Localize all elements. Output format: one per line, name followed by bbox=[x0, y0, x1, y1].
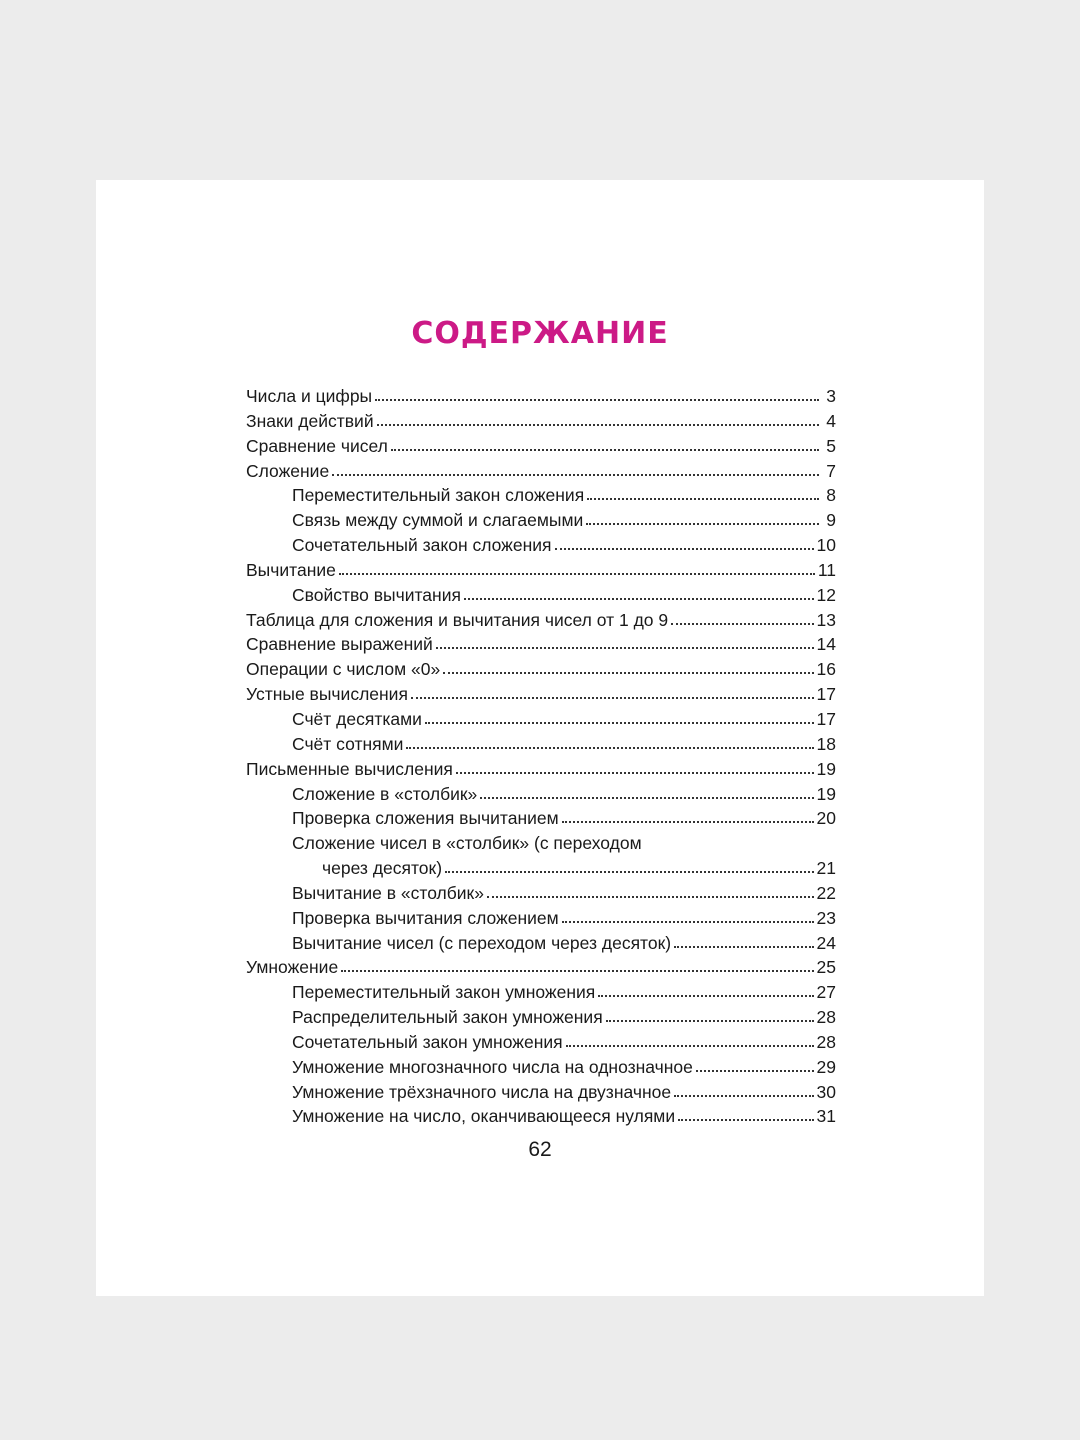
toc-entry bbox=[246, 955, 836, 980]
toc-entry-page: 25 bbox=[816, 957, 836, 978]
toc-entry bbox=[246, 608, 836, 633]
toc-entry-title: Письменные вычисления bbox=[246, 758, 453, 779]
toc-entry bbox=[246, 483, 836, 508]
toc-entry-page: 21 bbox=[816, 858, 836, 879]
toc-entry-title: Переместительный закон сложения bbox=[292, 485, 585, 506]
toc-entry-title: Умножение bbox=[246, 957, 339, 978]
toc-entry bbox=[246, 856, 836, 881]
toc-entry bbox=[246, 881, 836, 906]
dot-leader bbox=[377, 413, 819, 427]
dot-leader bbox=[566, 1034, 814, 1048]
toc-entry-page: 28 bbox=[816, 1007, 836, 1028]
toc-entry-title: Переместительный закон умножения bbox=[292, 982, 596, 1003]
toc-entry-title: Связь между суммой и слагаемыми bbox=[292, 510, 584, 531]
page-number: 62 bbox=[528, 1138, 552, 1161]
toc-entry-title: Счёт десятками bbox=[292, 708, 422, 729]
toc-entry bbox=[246, 707, 836, 732]
toc-entry-page: 29 bbox=[816, 1056, 836, 1077]
toc-entry-title: Вычитание чисел (с переходом через десяток) bbox=[292, 932, 672, 953]
dot-leader bbox=[562, 910, 814, 924]
toc-entry-title: через десяток) bbox=[322, 858, 443, 879]
toc-entry-page: 17 bbox=[816, 708, 836, 729]
dot-leader bbox=[678, 1108, 813, 1122]
toc-entry-title: Таблица для сложения и вычитания чисел от 1 до 9 bbox=[246, 609, 669, 630]
toc-entry bbox=[246, 1055, 836, 1080]
dot-leader bbox=[562, 810, 814, 824]
dot-leader bbox=[671, 612, 813, 626]
toc-entry-page: 11 bbox=[817, 559, 836, 580]
toc-entry bbox=[246, 831, 836, 856]
toc-entry-title: Числа и цифры bbox=[246, 386, 373, 406]
dot-leader bbox=[674, 935, 813, 949]
toc-entry-title: Умножение многозначного числа на однозначное bbox=[292, 1056, 693, 1077]
toc-entry-page: 18 bbox=[816, 733, 836, 754]
toc-entry bbox=[246, 1030, 836, 1055]
dot-leader bbox=[606, 1009, 814, 1023]
toc-entry-title: Распределительный закон умножения bbox=[292, 1007, 603, 1028]
toc-entry bbox=[246, 1104, 836, 1129]
toc-entry-page: 13 bbox=[816, 609, 836, 630]
toc-entry-page: 12 bbox=[816, 584, 836, 605]
toc-entry-title: Вычитание в «столбик» bbox=[292, 882, 484, 903]
dot-leader bbox=[332, 463, 819, 477]
toc-entry-page: 19 bbox=[816, 758, 836, 779]
toc-entry-page: 31 bbox=[816, 1106, 836, 1127]
toc-entry bbox=[246, 1005, 836, 1030]
dot-leader bbox=[587, 487, 819, 501]
toc-entry bbox=[246, 508, 836, 533]
toc-entry bbox=[246, 583, 836, 608]
toc-entry-title: Сложение в «столбик» bbox=[292, 783, 478, 804]
toc-entry-page: 24 bbox=[816, 932, 836, 953]
toc-entry-title: Свойство вычитания bbox=[292, 584, 461, 605]
dot-leader bbox=[425, 711, 814, 725]
toc-entry bbox=[246, 980, 836, 1005]
toc-entry-title: Вычитание bbox=[246, 559, 336, 580]
table-of-contents bbox=[246, 384, 836, 1129]
toc-entry-title: Умножение на число, оканчивающееся нулями bbox=[292, 1106, 676, 1127]
toc-entry-page: 3 bbox=[826, 386, 836, 406]
dot-leader bbox=[487, 885, 814, 899]
dot-leader bbox=[598, 984, 813, 998]
toc-entry-title: Умножение трёхзначного числа на двузначное bbox=[292, 1081, 672, 1102]
toc-entry bbox=[246, 533, 836, 558]
dot-leader bbox=[456, 761, 814, 775]
toc-entry-page: 16 bbox=[816, 659, 836, 680]
dot-leader bbox=[375, 388, 819, 402]
toc-entry bbox=[246, 732, 836, 757]
toc-entry-page: 5 bbox=[826, 435, 836, 456]
toc-entry bbox=[246, 434, 836, 459]
dot-leader bbox=[696, 1059, 814, 1073]
toc-entry-page: 10 bbox=[816, 535, 836, 556]
toc-entry bbox=[246, 657, 836, 682]
dot-leader bbox=[436, 636, 814, 650]
toc-entry-title: Знаки действий bbox=[246, 410, 374, 431]
toc-entry bbox=[246, 409, 836, 434]
toc-entry-title: Сравнение чисел bbox=[246, 435, 388, 456]
toc-entry-page: 8 bbox=[826, 485, 836, 506]
toc-entry-page: 27 bbox=[816, 982, 836, 1003]
dot-leader bbox=[341, 959, 813, 973]
toc-entry bbox=[246, 931, 836, 956]
toc-entry-page: 7 bbox=[826, 460, 836, 481]
toc-entry-page: 17 bbox=[816, 684, 836, 705]
dot-leader bbox=[339, 562, 815, 576]
dot-leader bbox=[480, 786, 813, 800]
dot-leader bbox=[464, 587, 814, 601]
dot-leader bbox=[391, 438, 819, 452]
dot-leader bbox=[445, 860, 814, 874]
toc-entry-title: Сочетательный закон сложения bbox=[292, 535, 552, 556]
toc-entry bbox=[246, 1080, 836, 1105]
toc-entry-page: 19 bbox=[816, 783, 836, 804]
toc-entry bbox=[246, 906, 836, 931]
toc-entry-page: 9 bbox=[826, 510, 836, 531]
dot-leader bbox=[443, 661, 813, 675]
toc-entry-page: 4 bbox=[826, 410, 836, 431]
toc-entry-title: Операции с числом «0» bbox=[246, 659, 441, 680]
toc-entry bbox=[246, 757, 836, 782]
toc-entry-title: Сочетательный закон умножения bbox=[292, 1031, 563, 1052]
book-page bbox=[96, 180, 984, 1296]
dot-leader bbox=[586, 512, 819, 526]
toc-entry-page: 14 bbox=[816, 634, 836, 655]
toc-entry-title: Сложение чисел в «столбик» (с переходом bbox=[292, 833, 642, 854]
toc-entry bbox=[246, 806, 836, 831]
toc-entry bbox=[246, 682, 836, 707]
toc-entry bbox=[246, 459, 836, 484]
toc-entry-title: Проверка сложения вычитанием bbox=[292, 808, 559, 829]
toc-entry bbox=[246, 558, 836, 583]
toc-entry-page: 23 bbox=[816, 907, 836, 928]
toc-entry-title: Сложение bbox=[246, 460, 330, 481]
dot-leader bbox=[555, 537, 814, 551]
toc-entry-page: 28 bbox=[816, 1031, 836, 1052]
toc-entry bbox=[246, 384, 836, 409]
dot-leader bbox=[406, 736, 813, 750]
toc-entry bbox=[246, 782, 836, 807]
toc-entry bbox=[246, 632, 836, 657]
toc-entry-page: 20 bbox=[816, 808, 836, 829]
dot-leader bbox=[411, 686, 814, 700]
toc-entry-page: 22 bbox=[816, 882, 836, 903]
toc-entry-page: 30 bbox=[816, 1081, 836, 1102]
page-title: СОДЕРЖАНИЕ bbox=[411, 316, 669, 351]
toc-entry-title: Сравнение выражений bbox=[246, 634, 433, 655]
dot-leader bbox=[674, 1084, 813, 1098]
toc-entry-title: Проверка вычитания сложением bbox=[292, 907, 559, 928]
toc-entry-title: Счёт сотнями bbox=[292, 733, 404, 754]
toc-entry-title: Устные вычисления bbox=[246, 684, 408, 705]
